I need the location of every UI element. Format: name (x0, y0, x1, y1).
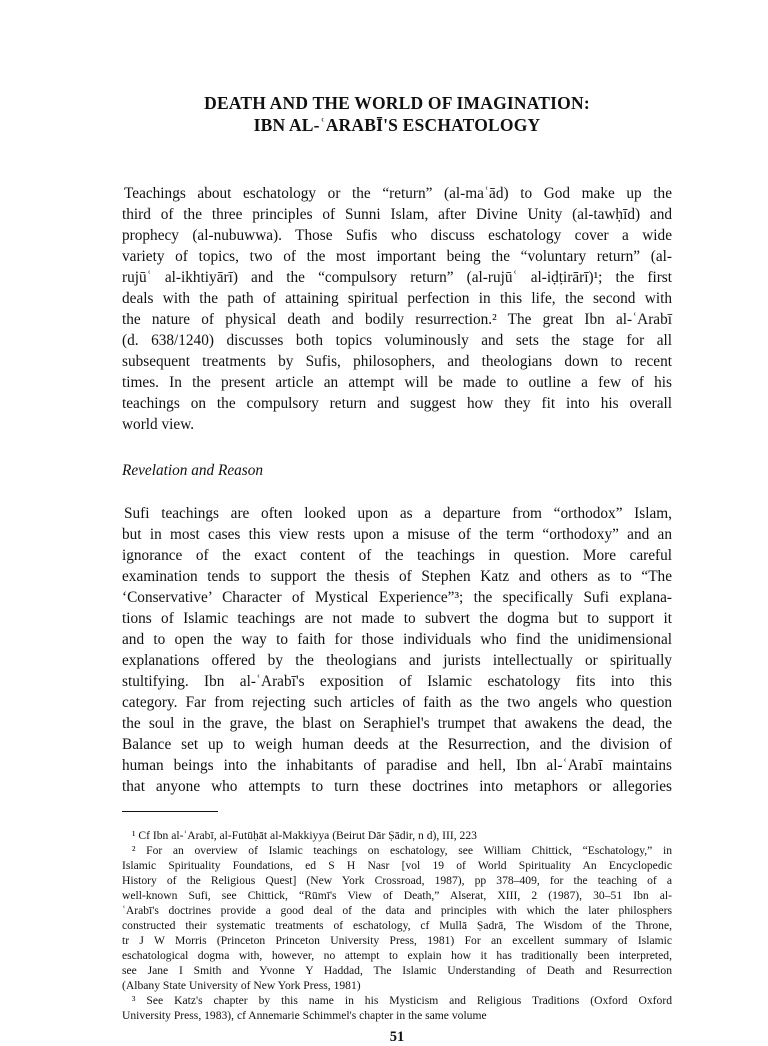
text-line: the nature of physical death and bodily resurrection.² The great Ibn al-ʿArabī (122, 311, 672, 328)
text-line: times. In the present article an attempt will be made to outline a few of his (122, 374, 672, 391)
text-line: teachings on the compulsory return and suggest how they fit into his overall (122, 395, 672, 412)
text-line: variety of topics, two of the most important being the “voluntary return” (al- (122, 248, 672, 265)
text-line: Teachings about eschatology or the “return” (al-maʿād) to God make up the (124, 185, 672, 202)
text-line: that anyone who attempts to turn these doctrines into metaphors or allegories (122, 778, 672, 795)
article-title (122, 92, 672, 136)
text-line: but in most cases this view rests upon a misuse of the term “orthodoxy” and an (122, 526, 672, 543)
footnote-line: Islamic Spirituality Foundations, ed S H Nasr [vol 19 of World Spirituality An Encyclopedic (122, 859, 672, 872)
footnote-line: see Jane I Smith and Yvonne Y Haddad, The Islamic Understanding of Death and Resurrection (122, 964, 672, 977)
text-line: the soul in the grave, the blast on Seraphiel's trumpet that awakens the dead, the (122, 715, 672, 732)
intro-paragraph (122, 183, 672, 435)
footnotes (122, 828, 672, 1023)
text-line: prophecy (al-nubuwwa). Those Sufis who discuss eschatology cover a wide (122, 227, 672, 244)
journal-page (122, 92, 672, 1046)
section-paragraph (122, 503, 672, 797)
text-line: and to open the way to faith for those individuals who find the unidimensional (122, 631, 672, 648)
footnote-line: University Press, 1983), cf Annemarie Schimmel's chapter in the same volume (122, 1009, 487, 1022)
section-heading: Revelation and Reason (122, 462, 264, 479)
text-line: explanations offered by the theologians and jurists intellectually or spiritually (122, 652, 672, 669)
text-line: Balance set up to weigh human deeds at the Resurrection, and the division of (122, 736, 672, 753)
footnote-line: ¹ Cf Ibn al-ʿArabī, al-Futūḥāt al-Makkiyya (Beirut Dār Ṣādir, n d), III, 223 (132, 829, 477, 842)
footnote-line: ² For an overview of Islamic teachings on eschatology, see William Chittick, “Eschatology,” in (132, 844, 672, 857)
footnote-line: constructed their systematic treatments of eschatology, cf Mullā Ṣadrā, The Wisdom of the Throne, (122, 919, 672, 932)
footnote-line: eschatological dogma with, however, no attempt to explain how it has traditionally been interpreted, (122, 949, 672, 962)
text-line: (d. 638/1240) discusses both topics voluminously and sets the stage for all (122, 332, 672, 349)
text-line: ‘Conservative’ Character of Mystical Experience”³; the specifically Sufi explana- (122, 589, 672, 606)
footnote-line: tr J W Morris (Princeton Princeton University Press, 1981) For an excellent summary of Islamic (122, 934, 672, 947)
footnote-line: History of the Religious Quest] (New York Crossroad, 1987), pp 378–409, for the teaching of a (122, 874, 672, 887)
article-title-line-2: IBN AL-ʿARABĪ'S ESCHATOLOGY (253, 115, 541, 135)
text-line: world view. (122, 416, 195, 433)
text-line: tions of Islamic teachings are not made to subvert the dogma but to support it (122, 610, 672, 627)
text-line: stultifying. Ibn al-ʿArabī's exposition of Islamic eschatology fits into this (122, 673, 672, 690)
text-line: ignorance of the exact content of the teachings in question. More careful (122, 547, 672, 564)
text-line: human beings into the inhabitants of paradise and hell, Ibn al-ʿArabī maintains (122, 757, 672, 774)
footnote-line: well-known Sufi, see Chittick, “Rūmī's View of Death,” Alserat, XIII, 2 (1987), 30–51 Ibn al- (122, 889, 672, 902)
footnote-1 (122, 828, 672, 843)
article-title-line-1: DEATH AND THE WORLD OF IMAGINATION: (204, 93, 590, 113)
text-line: deals with the path of attaining spiritual perfection in this life, the second with (122, 290, 672, 307)
footnote-2 (122, 843, 672, 993)
text-line: Sufi teachings are often looked upon as a departure from “orthodox” Islam, (124, 505, 672, 522)
footnote-line: ³ See Katz's chapter by this name in his Mysticism and Religious Traditions (Oxford Oxford (132, 994, 672, 1007)
text-line: category. Far from rejecting such articles of faith as the two angels who question (122, 694, 672, 711)
text-line: third of the three principles of Sunni Islam, after Divine Unity (al-tawḥīd) and (122, 206, 672, 223)
footnote-line: ʿArabī's doctrines provide a good deal of the data and principles with which the later philosphers (122, 904, 672, 917)
footnote-3 (122, 993, 672, 1023)
text-line: examination tends to support the thesis of Stephen Katz and others as to “The (122, 568, 672, 585)
text-line: subsequent treatments by Sufis, philosophers, and theologians down to recent (122, 353, 672, 370)
page-number: 51 (389, 1029, 405, 1045)
text-line: rujūʿ al-ikhtiyārī) and the “compulsory return” (al-rujūʿ al-iḍṭirārī)¹; the first (122, 269, 672, 286)
footnote-line: (Albany State University of New York Press, 1981) (122, 979, 361, 992)
footnote-divider (122, 811, 218, 812)
